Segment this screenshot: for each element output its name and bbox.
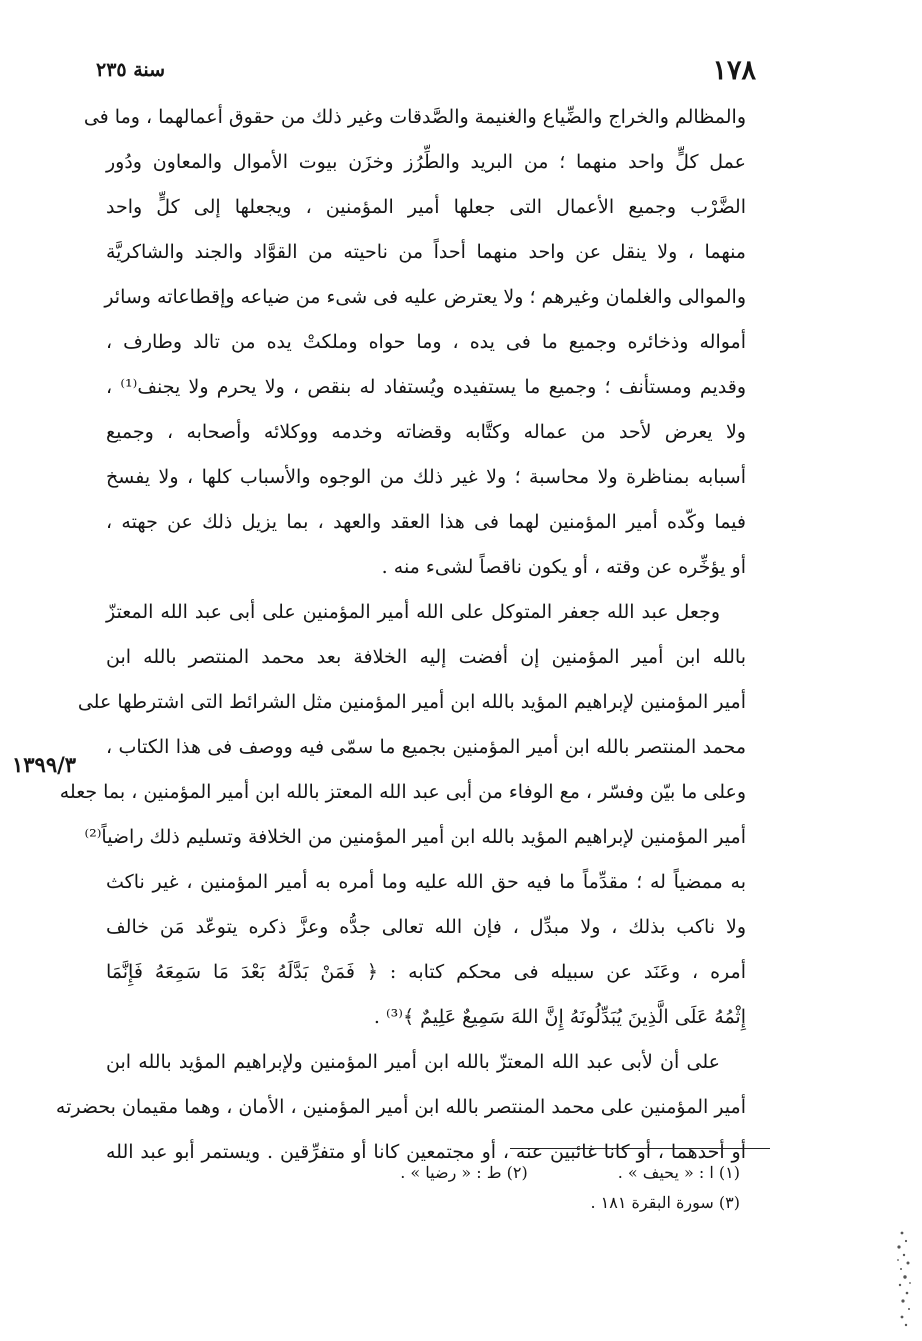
text-line: الضَّرْب وجميع الأعمال التى جعلها أمير المؤمنين ، ويجعلها إلى كلٍّ واحد — [106, 196, 746, 218]
text-line: وقديم ومستأنف ؛ وجميع ما يستفيده ويُستفاد له بنقص ، ولا يحرم ولا يجنف⁽¹⁾ ، — [106, 376, 746, 398]
text-line: فيما وكّده أمير المؤمنين لهما فى هذا العقد والعهد ، بما يزيل ذلك عن جهته ، — [106, 511, 746, 533]
quran-verse-line: إِثْمُهُ عَلَى الَّذِينَ يُبَدِّلُونَهُ إِنَّ اللهَ سَمِيعٌ عَلِيمٌ ﴾⁽³⁾ . — [373, 1006, 746, 1028]
text-line: والموالى والغلمان وغيرهم ؛ ولا يعترض عليه فى شىء من ضياعه وإقطاعاته وسائر — [104, 286, 746, 308]
text-line: وعلى ما بيّن وفسّر ، مع الوفاء من أبى عبد الله المعتز بالله ابن أمير المؤمنين ، بما جعله — [59, 781, 746, 803]
footnote-3: (٣) سورة البقرة ١٨١ . — [590, 1193, 740, 1212]
footnotes — [230, 1158, 740, 1218]
text-line: به ممضياً له ؛ مقدِّماً ما فيه حق الله عليه وما أمره به أمير المؤمنين ، غير ناكث — [106, 871, 746, 893]
text-line: أو يؤخِّره عن وقته ، أو يكون ناقصاً لشىء منه . — [381, 556, 746, 578]
text-line: أمواله وذخائره وجميع ما فى يده ، وما حواه وملكتْ يده من تالد وطارف ، — [106, 331, 746, 353]
text-line: عمل كلٍّ واحد منهما ؛ من البريد والطِّرُز وخزَن بيوت الأموال والمعاون ودُور — [106, 151, 746, 173]
margin-reference: ١٣٩٩/٣ — [12, 752, 77, 777]
footnote-divider — [510, 1148, 770, 1149]
text-line: بالله ابن أمير المؤمنين إن أفضت إليه الخلافة بعد محمد المنتصر بالله ابن — [106, 646, 746, 668]
text-line: محمد المنتصر بالله ابن أمير المؤمنين بجميع ما سمّى فيه ووصف فى هذا الكتاب ، — [106, 736, 746, 758]
text-line: أمير المؤمنين على محمد المنتصر بالله ابن أمير المؤمنين ، الأمان ، وهما مقيمان بحضرته — [55, 1096, 746, 1118]
footnote-row — [230, 1158, 740, 1188]
text-line: أمره ، وعَنَد عن سبيله فى محكم كتابه : ﴿ فَمَنْ بَدَّلَهُ بَعْدَ مَا سَمِعَهُ فَإِنَّمَا — [106, 961, 746, 983]
text-line: أمير المؤمنين لإبراهيم المؤيد بالله ابن أمير المؤمنين من الخلافة وتسليم ذلك راضياً⁽²⁾ — [84, 826, 746, 848]
scan-edge-noise — [888, 1225, 916, 1335]
text-line: أسبابه بمناظرة ولا محاسبة ؛ ولا غير ذلك من الوجوه والأسباب كلها ، ولا يفسخ — [106, 466, 746, 488]
body-text — [55, 95, 746, 1175]
page-number: ١٧٨ — [712, 54, 756, 86]
text-line: والمظالم والخراج والضِّياع والغنيمة والصَّدقات وغير ذلك من حقوق أعمالهما ، وما فى — [83, 106, 746, 128]
text-line: ولا ناكب بذلك ، ولا مبدِّل ، فإن الله تعالى جدُّه وعزَّ ذكره يتوعّد مَن خالف — [106, 916, 746, 938]
footnote-1: (١) ا : « يحيف » . — [617, 1163, 740, 1182]
page-header — [96, 50, 756, 90]
text-line: منهما ، ولا ينقل عن واحد منهما أحداً من ناحيته من القوَّاد والجند والشاكريَّة — [106, 241, 746, 263]
text-line: أمير المؤمنين لإبراهيم المؤيد بالله ابن أمير المؤمنين مثل الشرائط التى اشترطها على — [77, 691, 746, 713]
year-heading: سنة ٢٣٥ — [96, 59, 166, 81]
footnote-2: (٢) ط : « رضيا » . — [400, 1163, 528, 1182]
text-line: ولا يعرض لأحد من عماله وكتَّابه وقضاته وخدمه ووكلائه وأصحابه ، وجميع — [106, 421, 746, 443]
text-line: أو أحدهما ، أو كانا غائبين عنه ، أو مجتمعين كانا أو متفرِّقين . ويستمر أبو عبد الله — [106, 1141, 746, 1163]
paragraph-start: على أن لأبى عبد الله المعتزّ بالله ابن أمير المؤمنين ولإبراهيم المؤيد بالله ابن — [106, 1051, 720, 1073]
paragraph-start: وجعل عبد الله جعفر المتوكل على الله أمير المؤمنين على أبى عبد الله المعتزّ — [106, 601, 720, 623]
